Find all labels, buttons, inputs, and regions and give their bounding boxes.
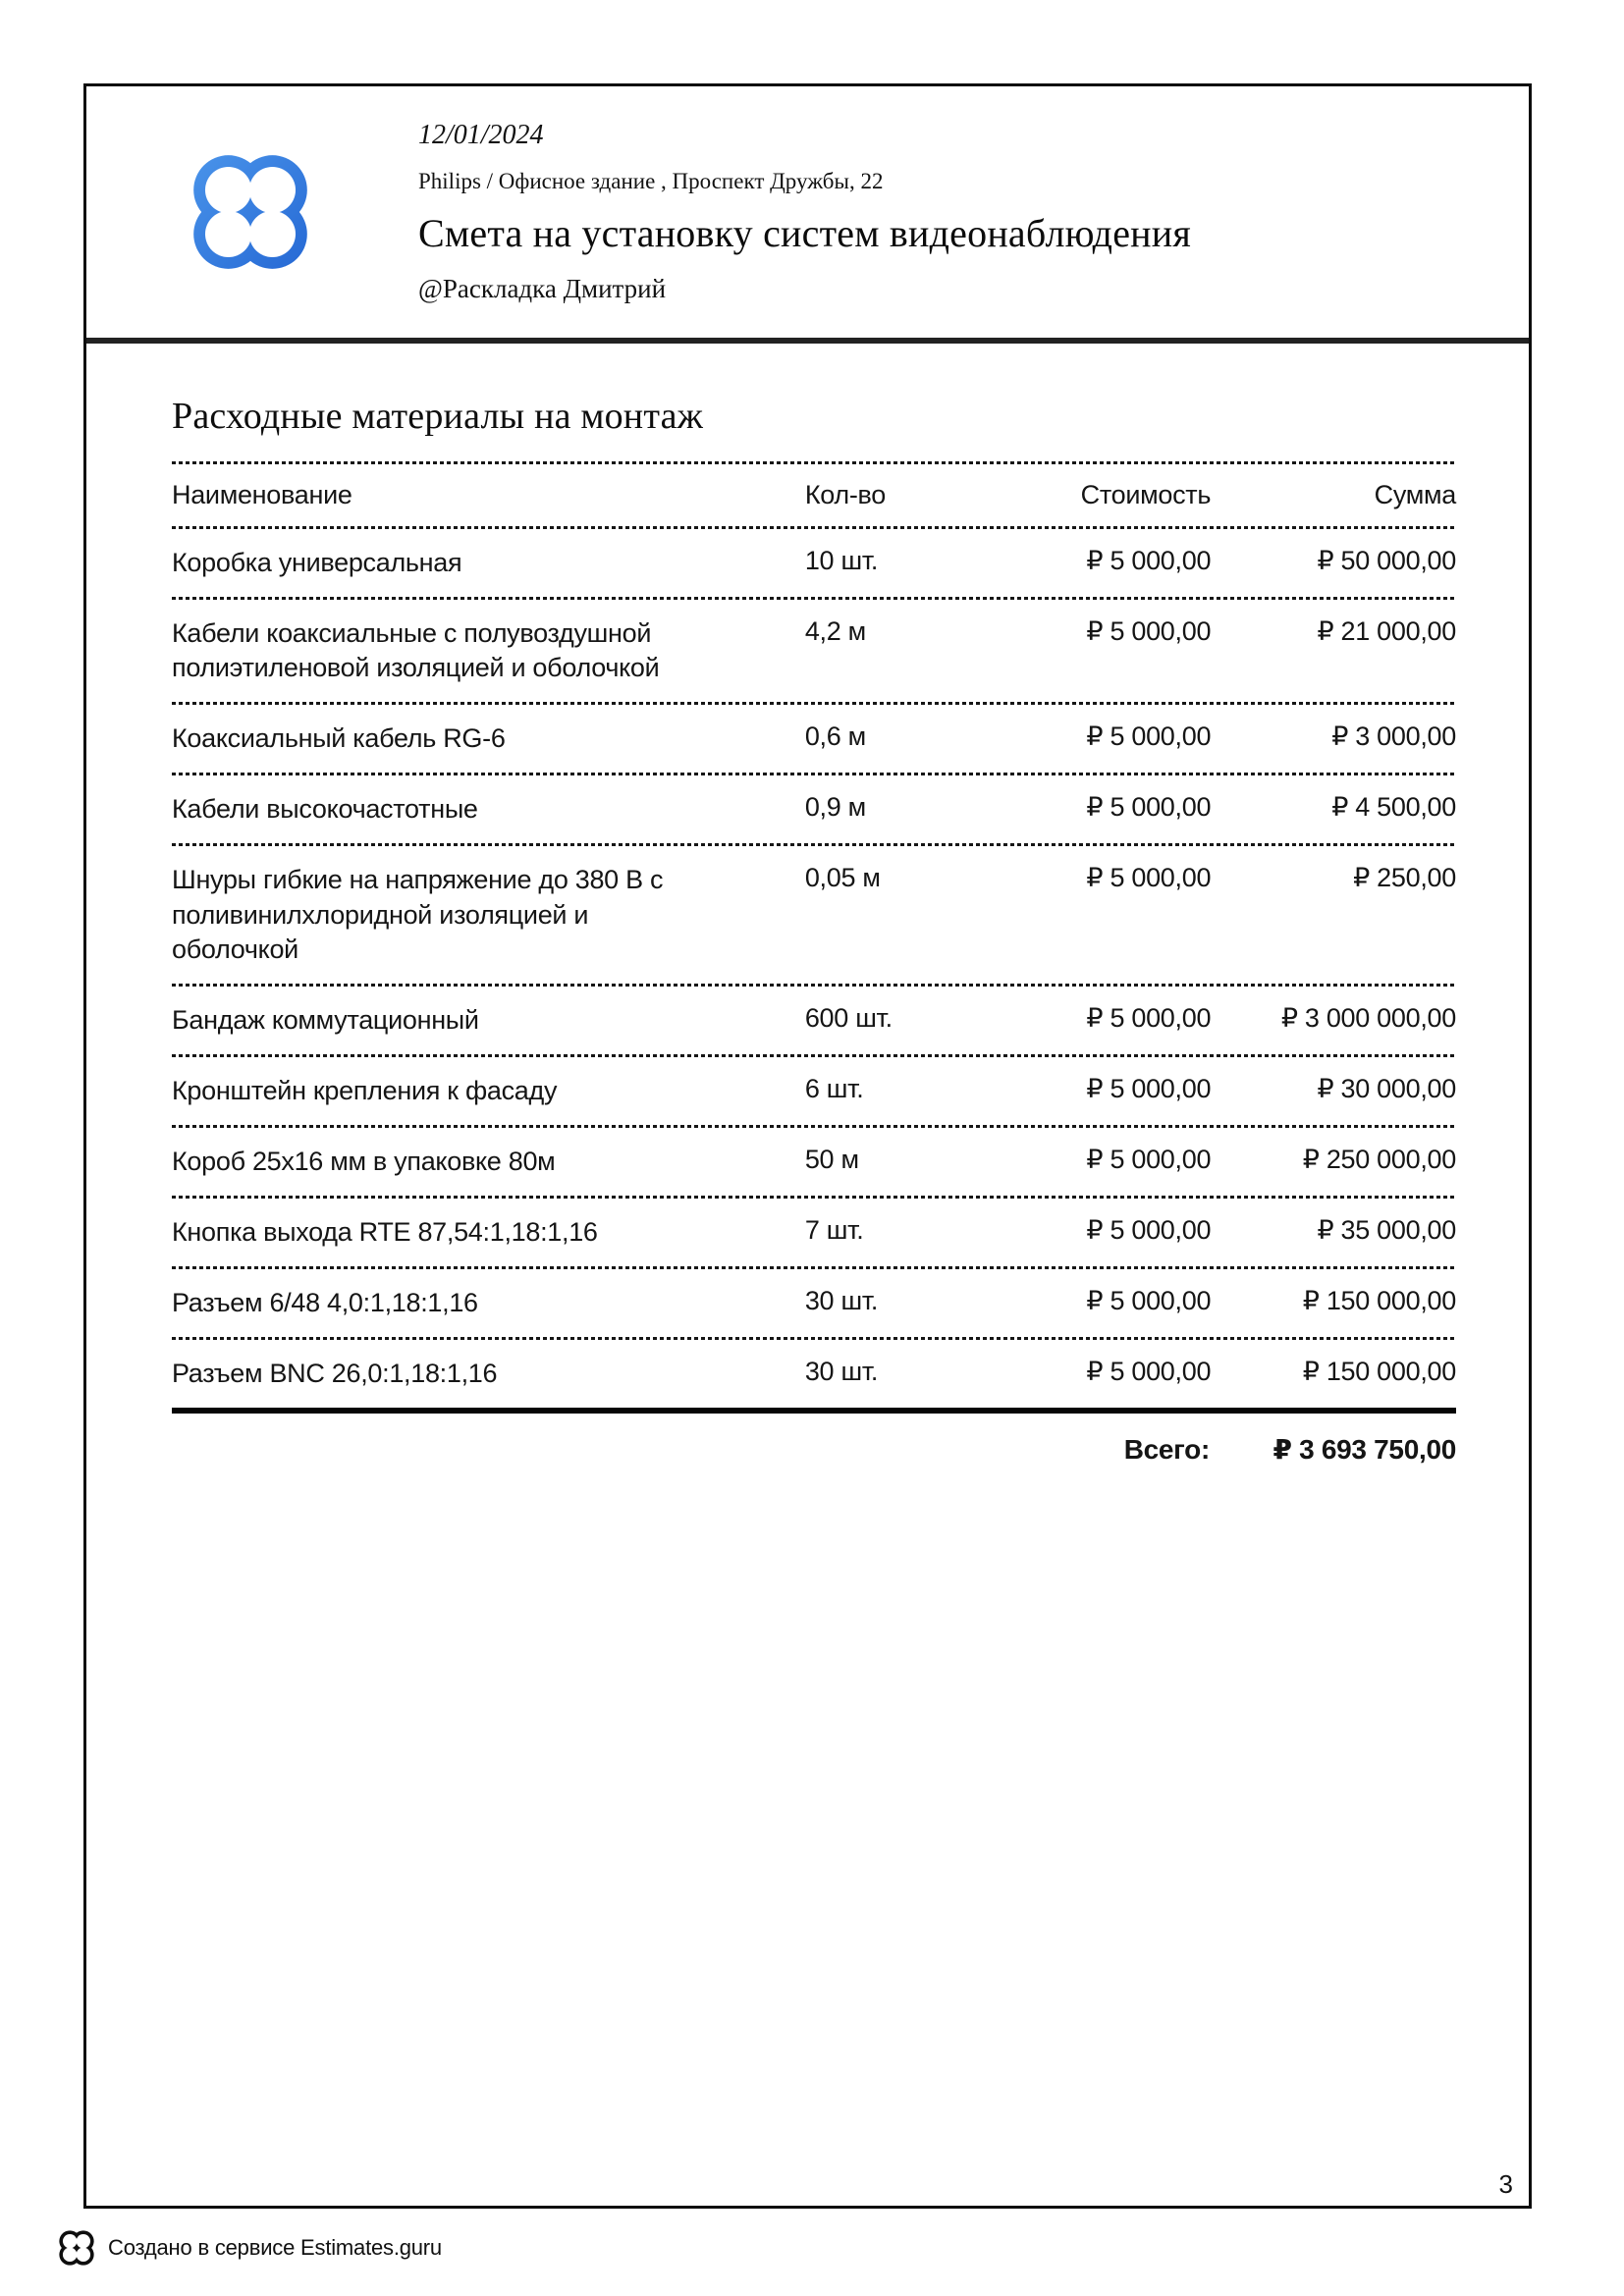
item-name: Кронштейн крепления к фасаду bbox=[172, 1075, 558, 1105]
item-price: ₽ 5 000,00 bbox=[1086, 1144, 1212, 1174]
item-name: Кнопка выхода RTE 87,54:1,18:1,16 bbox=[172, 1217, 598, 1248]
materials-table bbox=[172, 461, 1456, 1466]
table-row bbox=[172, 987, 1456, 1054]
table-header-row bbox=[172, 464, 1456, 526]
item-sum: ₽ 250,00 bbox=[1353, 863, 1456, 893]
document-author: @Раскладка Дмитрий bbox=[418, 274, 667, 303]
item-name: Разъем BNC 26,0:1,18:1,16 bbox=[172, 1359, 498, 1389]
item-sum: ₽ 3 000,00 bbox=[1331, 721, 1456, 752]
page-number: 3 bbox=[1498, 2169, 1513, 2199]
document-body bbox=[86, 395, 1529, 1466]
item-price: ₽ 5 000,00 bbox=[1086, 792, 1212, 823]
item-sum: ₽ 35 000,00 bbox=[1317, 1215, 1456, 1246]
table-row bbox=[172, 846, 1456, 983]
item-price: ₽ 5 000,00 bbox=[1086, 1286, 1212, 1316]
item-price: ₽ 5 000,00 bbox=[1086, 1215, 1212, 1246]
item-price: ₽ 5 000,00 bbox=[1086, 546, 1212, 575]
item-name: Разъем 6/48 4,0:1,18:1,16 bbox=[172, 1288, 478, 1318]
table-rows bbox=[172, 529, 1456, 1408]
item-name: Шнуры гибкие на напряжение до 380 В с поливинилхлоридной изоляцией и оболочкой bbox=[172, 865, 664, 964]
document-header bbox=[86, 86, 1529, 344]
item-sum: ₽ 150 000,00 bbox=[1302, 1357, 1456, 1387]
item-qty: 600 шт. bbox=[804, 1002, 893, 1033]
page-title: Смета на установку систем видеонаблюдения bbox=[418, 211, 1191, 255]
total-row bbox=[172, 1433, 1456, 1466]
item-sum: ₽ 250 000,00 bbox=[1302, 1144, 1456, 1174]
item-sum: ₽ 50 000,00 bbox=[1317, 546, 1456, 575]
item-name: Кабели высокочастотные bbox=[172, 794, 478, 825]
item-qty: 0,6 м bbox=[804, 721, 866, 752]
item-price: ₽ 5 000,00 bbox=[1086, 863, 1212, 893]
table-row bbox=[172, 705, 1456, 773]
item-name: Коаксиальный кабель RG-6 bbox=[172, 723, 506, 754]
breadcrumb: Philips / Офисное здание , Проспект Дружбы, 22 bbox=[418, 169, 884, 193]
item-sum: ₽ 30 000,00 bbox=[1317, 1073, 1456, 1103]
column-header-sum: Сумма bbox=[1374, 480, 1456, 509]
column-header-name: Наименование bbox=[172, 480, 352, 509]
item-price: ₽ 5 000,00 bbox=[1086, 1357, 1212, 1387]
table-row bbox=[172, 1340, 1456, 1408]
page-footer bbox=[59, 2230, 442, 2266]
estimates-guru-logo-icon bbox=[192, 154, 308, 270]
item-price: ₽ 5 000,00 bbox=[1086, 616, 1212, 647]
column-header-price: Стоимость bbox=[1080, 480, 1212, 509]
header-text-block bbox=[418, 120, 1191, 304]
item-qty: 7 шт. bbox=[804, 1215, 864, 1246]
item-name: Короб 25х16 мм в упаковке 80м bbox=[172, 1146, 556, 1176]
document-date: 12/01/2024 bbox=[418, 120, 544, 150]
item-name: Бандаж коммутационный bbox=[172, 1004, 479, 1035]
table-row bbox=[172, 775, 1456, 843]
item-qty: 0,05 м bbox=[804, 863, 881, 893]
item-qty: 0,9 м bbox=[804, 792, 866, 823]
item-sum: ₽ 3 000 000,00 bbox=[1280, 1002, 1456, 1033]
item-qty: 30 шт. bbox=[804, 1357, 879, 1387]
section-heading: Расходные материалы на монтаж bbox=[172, 396, 704, 437]
item-qty: 30 шт. bbox=[804, 1286, 879, 1316]
table-row bbox=[172, 600, 1456, 702]
table-row bbox=[172, 1057, 1456, 1125]
item-price: ₽ 5 000,00 bbox=[1086, 1073, 1212, 1103]
item-price: ₽ 5 000,00 bbox=[1086, 721, 1212, 752]
item-sum: ₽ 150 000,00 bbox=[1302, 1286, 1456, 1316]
column-header-qty: Кол-во bbox=[804, 480, 886, 509]
document-sheet bbox=[83, 83, 1532, 2209]
item-qty: 10 шт. bbox=[804, 546, 879, 575]
table-row bbox=[172, 1128, 1456, 1196]
total-label: Всего: bbox=[1123, 1434, 1210, 1466]
item-price: ₽ 5 000,00 bbox=[1086, 1002, 1212, 1033]
table-row bbox=[172, 1269, 1456, 1337]
item-sum: ₽ 21 000,00 bbox=[1317, 616, 1456, 647]
total-value: ₽ 3 693 750,00 bbox=[1272, 1434, 1456, 1466]
item-qty: 50 м bbox=[804, 1144, 859, 1174]
table-row bbox=[172, 1199, 1456, 1266]
item-name: Кабели коаксиальные с полувоздушной полиэтиленовой изоляцией и оболочкой bbox=[172, 618, 660, 683]
item-qty: 4,2 м bbox=[804, 616, 866, 647]
item-sum: ₽ 4 500,00 bbox=[1331, 792, 1456, 823]
footer-credit: Создано в сервисе Estimates.guru bbox=[108, 2235, 442, 2260]
item-name: Коробка универсальная bbox=[172, 548, 462, 577]
table-bottom-line bbox=[172, 1408, 1456, 1414]
table-row bbox=[172, 529, 1456, 597]
estimates-guru-footer-logo-icon bbox=[59, 2230, 94, 2266]
item-qty: 6 шт. bbox=[804, 1073, 864, 1103]
